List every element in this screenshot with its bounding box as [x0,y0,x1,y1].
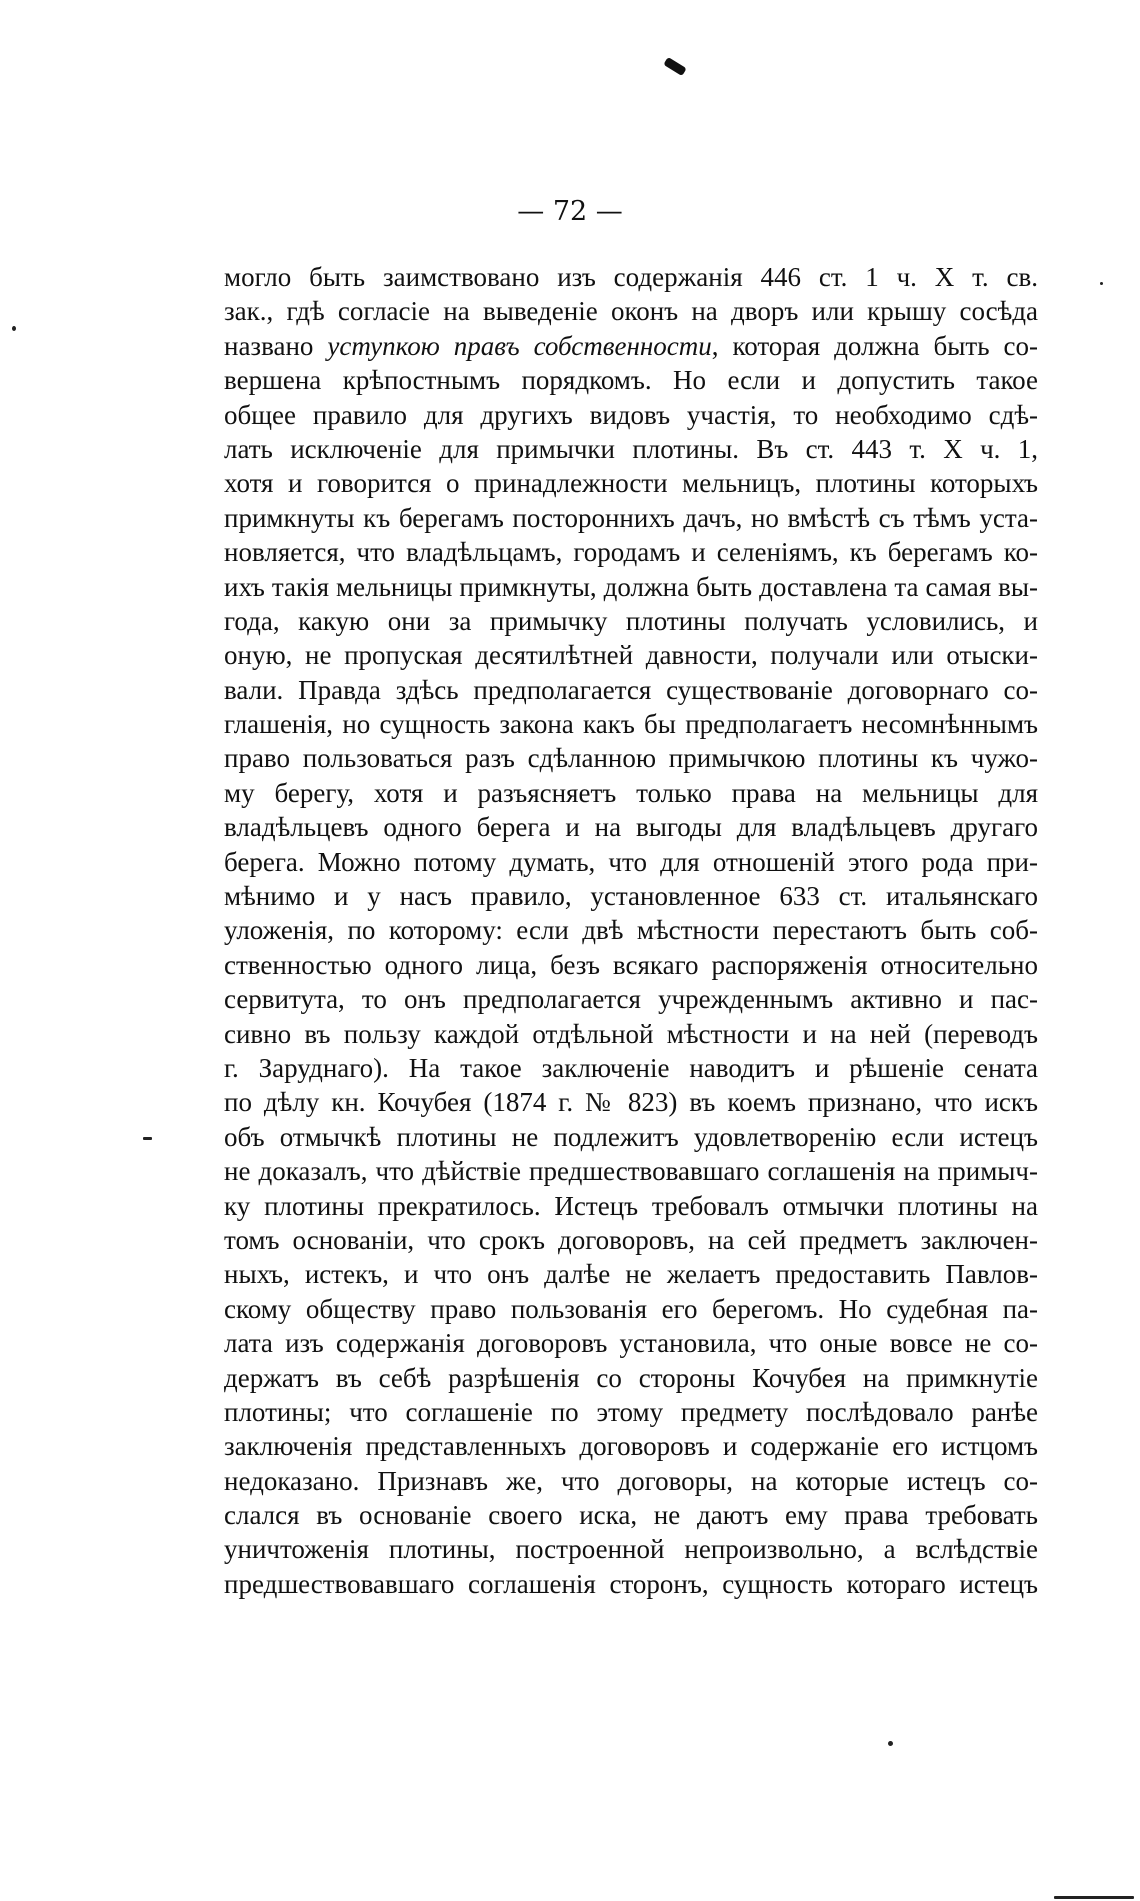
text-line: ихъ такія мельницы примкнуты, должна быть доставлена та самая вы- [224,571,1038,602]
text-line: могло быть заимствовано изъ содержанія 446 ст. 1 ч. X т. св. [224,262,1038,292]
text-line: мѣнимо и у насъ правило, установленное 633 ст. итальянскаго [224,881,1038,912]
text-line: томъ основаніи, что срокъ договоровъ, на сей предметъ заключен- [224,1224,1038,1255]
text-line: уложенія, по которому: если двѣ мѣстности перестаютъ быть соб- [224,915,1038,946]
text-line: уничтоженія плотины, построенной непроизвольно, а вслѣдствіе [224,1534,1038,1565]
text-line: плотины; что соглашеніе по этому предмету послѣдовало ранѣе [224,1396,1038,1427]
text-line: лата изъ содержанія договоровъ установила, что оные вовсе не со- [224,1328,1038,1359]
scan-speck [888,1741,893,1746]
text-line: недоказано. Признавъ же, что договоры, на которые истецъ со- [224,1465,1038,1496]
ink-mark [663,57,686,76]
text-line: общее правило для другихъ видовъ участія, то необходимо сдѣ- [224,399,1038,430]
text-line: лать исключеніе для примычки плотины. Въ ст. 443 т. X ч. 1, [224,433,1038,464]
text-line: владѣльцевъ одного берега и на выгоды для владѣльцевъ другаго [224,812,1038,843]
scan-speck [1100,282,1103,285]
text-line: заключенія представленныхъ договоровъ и содержаніе его истцомъ [224,1431,1038,1462]
text-line: ныхъ, истекъ, и что онъ далѣе не желаетъ предоставить Павлов- [224,1259,1038,1290]
page-number: — 72 — [517,196,623,227]
text-line: зак., гдѣ согласіе на выведеніе оконъ на дворъ или крышу сосѣда [224,296,1038,327]
body-text [224,260,1038,1601]
text-line: ку плотины прекратилось. Истецъ требовалъ отмычки плотины на [224,1190,1038,1221]
text-line: слался въ основаніе своего иска, не даютъ ему права требовать [224,1500,1038,1531]
text-line: право пользоваться разъ сдѣланною примычкою плотины къ чужо- [224,743,1038,774]
text-line: сивно въ пользу каждой отдѣльной мѣстности и на ней (переводъ [224,1018,1038,1049]
text-line: хотя и говорится о принадлежности мельницъ, плотины которыхъ [224,468,1038,499]
text-line: предшествовавшаго соглашенія сторонъ, сущность котораго истецъ [224,1568,1038,1599]
scan-speck [143,1137,152,1140]
text-line: ственностью одного лица, безъ всякаго распоряженія относительно [224,949,1038,980]
text-line: года, какую они за примычку плотины получать условились, и [224,605,1038,636]
text-line: берега. Можно потому думать, что для отношеній этого рода при- [224,846,1038,877]
text-line: скому обществу право пользованія его берегомъ. Но судебная па- [224,1293,1038,1324]
text-line: г. Заруднаго). На такое заключеніе наводитъ и рѣшеніе сената [224,1052,1038,1083]
italic-phrase: уступкою правъ собственности [327,330,712,361]
text-line: вершена крѣпостнымъ порядкомъ. Но если и допустить такое [224,365,1038,396]
text-line: глашенія, но сущность закона какъ бы предполагаетъ несомнѣннымъ [224,709,1038,740]
text-line [224,329,1038,363]
text-segment: названо [224,330,328,361]
text-line: держатъ въ себѣ разрѣшенія со стороны Кочубея на примкнутіе [224,1362,1038,1393]
text-line: примкнуты къ берегамъ постороннихъ дачъ, но вмѣстѣ съ тѣмъ уста- [224,502,1038,533]
text-line: вали. Правда здѣсь предполагается существованіе договорнаго со- [224,674,1038,705]
text-line: оную, не пропуская десятилѣтней давности, получали или отыски- [224,640,1038,671]
text-segment: , которая должна быть со- [711,330,1038,361]
scan-speck [1054,1896,1134,1899]
text-line: объ отмычкѣ плотины не подлежитъ удовлетворенію если истецъ [224,1121,1038,1152]
text-line: по дѣлу кн. Кочубея (1874 г. № 823) въ коемъ признано, что искъ [224,1087,1038,1118]
text-line: му берегу, хотя и разъясняетъ только права на мельницы для [224,777,1038,808]
scan-speck [12,326,16,331]
text-line: не доказалъ, что дѣйствіе предшествовавшаго соглашенія на примыч- [224,1156,1038,1187]
text-line: сервитута, то онъ предполагается учрежденнымъ активно и пас- [224,984,1038,1015]
text-line: новляется, что владѣльцамъ, городамъ и селеніямъ, къ берегамъ ко- [224,537,1038,568]
